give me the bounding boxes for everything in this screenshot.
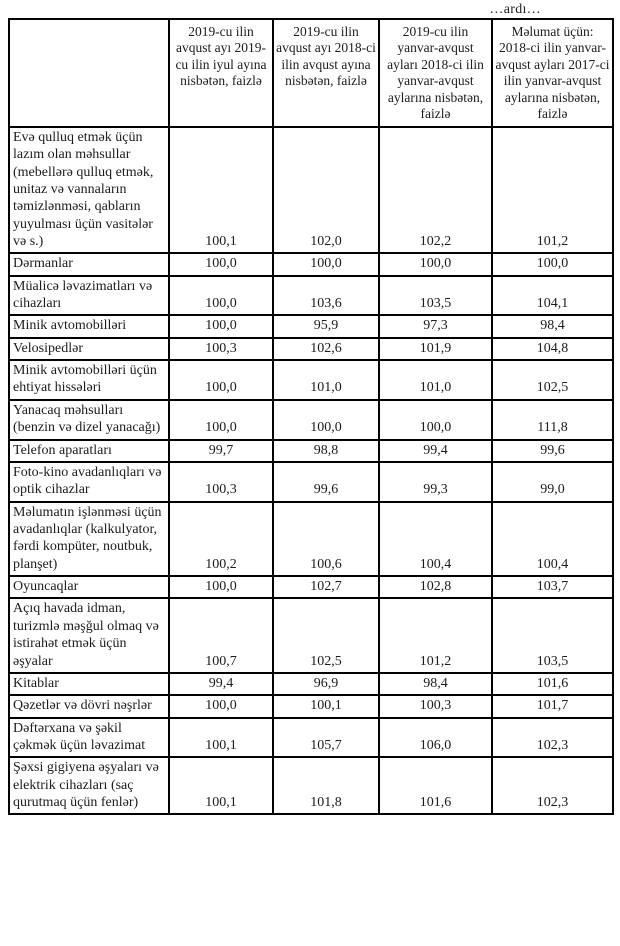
- value-cell: 100,0: [379, 253, 492, 275]
- row-label: Telefon aparatları: [9, 440, 169, 462]
- value-cell: 99,7: [169, 440, 273, 462]
- value-cell: 99,6: [492, 440, 613, 462]
- row-label: Müalicə ləvazimatları və cihazları: [9, 276, 169, 316]
- value-cell: 101,0: [273, 360, 379, 400]
- row-label: Oyuncaqlar: [9, 576, 169, 598]
- value-cell: 100,6: [273, 502, 379, 576]
- value-cell: 106,0: [379, 718, 492, 758]
- value-cell: 102,7: [273, 576, 379, 598]
- value-cell: 102,8: [379, 576, 492, 598]
- table-row: [9, 718, 613, 758]
- table-row: [9, 360, 613, 400]
- value-cell: 100,7: [169, 598, 273, 672]
- table-row: [9, 338, 613, 360]
- table-row: [9, 315, 613, 337]
- value-cell: 100,0: [273, 253, 379, 275]
- value-cell: 100,0: [169, 360, 273, 400]
- table-row: [9, 462, 613, 502]
- value-cell: 98,4: [379, 673, 492, 695]
- header-cell-reference-prev-year: Məlumat üçün: 2018-ci ilin yanvar-avqust ayları 2017-ci ilin yanvar-avqust aylarına nisbətən, faizlə: [492, 19, 613, 127]
- value-cell: 101,2: [492, 127, 613, 254]
- row-label: Açıq havada idman, turizmlə məşğul olmaq və istirahət etmək üçün əşyalar: [9, 598, 169, 672]
- value-cell: 100,3: [379, 695, 492, 717]
- table-row: [9, 276, 613, 316]
- value-cell: 100,4: [492, 502, 613, 576]
- table-row: [9, 598, 613, 672]
- table-row: [9, 673, 613, 695]
- value-cell: 96,9: [273, 673, 379, 695]
- header-cell-month-vs-prev-year-month: 2019-cu ilin avqust ayı 2018-ci ilin avqust ayına nisbətən, faizlə: [273, 19, 379, 127]
- value-cell: 100,0: [169, 253, 273, 275]
- value-cell: 102,0: [273, 127, 379, 254]
- value-cell: 104,8: [492, 338, 613, 360]
- row-label: Dəftərxana və şəkil çəkmək üçün ləvazimat: [9, 718, 169, 758]
- header-row: [9, 19, 613, 127]
- value-cell: 100,3: [169, 462, 273, 502]
- table-row: [9, 440, 613, 462]
- value-cell: 100,3: [169, 338, 273, 360]
- value-cell: 100,1: [169, 127, 273, 254]
- value-cell: 101,2: [379, 598, 492, 672]
- table-row: [9, 127, 613, 254]
- table-body: [9, 127, 613, 815]
- table-row: [9, 502, 613, 576]
- value-cell: 104,1: [492, 276, 613, 316]
- value-cell: 100,0: [169, 315, 273, 337]
- value-cell: 100,0: [169, 276, 273, 316]
- value-cell: 99,0: [492, 462, 613, 502]
- continuation-label: …ardı…: [489, 2, 541, 17]
- table-row: [9, 757, 613, 814]
- header-cell-month-vs-prev-month: 2019-cu ilin avqust ayı 2019-cu ilin iyul ayına nisbətən, faizlə: [169, 19, 273, 127]
- value-cell: 101,6: [492, 673, 613, 695]
- value-cell: 99,3: [379, 462, 492, 502]
- row-label: Məlumatın işlənməsi üçün avadanlıqlar (kalkulyator, fərdi kompüter, noutbuk, planşet): [9, 502, 169, 576]
- value-cell: 100,0: [492, 253, 613, 275]
- value-cell: 103,5: [492, 598, 613, 672]
- price-index-table: [8, 18, 614, 815]
- value-cell: 99,4: [169, 673, 273, 695]
- row-label: Kitablar: [9, 673, 169, 695]
- value-cell: 102,3: [492, 757, 613, 814]
- table-row: [9, 253, 613, 275]
- value-cell: 101,6: [379, 757, 492, 814]
- row-label: Evə qulluq etmək üçün lazım olan məhsullar (mebellərə qulluq etmək, unitaz və vannaların təmizlənməsi, qabların yuyulması üçün vasitələr və s.): [9, 127, 169, 254]
- header-empty-cell: [9, 19, 169, 127]
- row-label: Minik avtomobilləri: [9, 315, 169, 337]
- row-label: Qəzetlər və dövri nəşrlər: [9, 695, 169, 717]
- value-cell: 101,7: [492, 695, 613, 717]
- row-label: Velosipedlər: [9, 338, 169, 360]
- value-cell: 100,0: [169, 400, 273, 440]
- value-cell: 100,1: [169, 718, 273, 758]
- value-cell: 101,9: [379, 338, 492, 360]
- value-cell: 101,0: [379, 360, 492, 400]
- value-cell: 102,2: [379, 127, 492, 254]
- value-cell: 100,2: [169, 502, 273, 576]
- value-cell: 103,6: [273, 276, 379, 316]
- value-cell: 102,6: [273, 338, 379, 360]
- table-row: [9, 695, 613, 717]
- value-cell: 99,4: [379, 440, 492, 462]
- value-cell: 99,6: [273, 462, 379, 502]
- row-label: Minik avtomobilləri üçün ehtiyat hissələri: [9, 360, 169, 400]
- table-row: [9, 576, 613, 598]
- row-label: Dərmanlar: [9, 253, 169, 275]
- value-cell: 100,1: [273, 695, 379, 717]
- value-cell: 95,9: [273, 315, 379, 337]
- value-cell: 102,3: [492, 718, 613, 758]
- row-label: Foto-kino avadanlıqları və optik cihazlar: [9, 462, 169, 502]
- value-cell: 97,3: [379, 315, 492, 337]
- value-cell: 102,5: [273, 598, 379, 672]
- value-cell: 100,4: [379, 502, 492, 576]
- value-cell: 100,0: [169, 576, 273, 598]
- value-cell: 103,7: [492, 576, 613, 598]
- row-label: Şəxsi gigiyena əşyaları və elektrik cihazları (saç qurutmaq üçün fenlər): [9, 757, 169, 814]
- header-cell-ytd-vs-prev-ytd: 2019-cu ilin yanvar-avqust ayları 2018-ci ilin yanvar-avqust aylarına nisbətən, faizlə: [379, 19, 492, 127]
- value-cell: 103,5: [379, 276, 492, 316]
- value-cell: 98,8: [273, 440, 379, 462]
- value-cell: 100,0: [379, 400, 492, 440]
- value-cell: 100,1: [169, 757, 273, 814]
- value-cell: 101,8: [273, 757, 379, 814]
- row-label: Yanacaq məhsulları (benzin və dizel yanacağı): [9, 400, 169, 440]
- value-cell: 98,4: [492, 315, 613, 337]
- value-cell: 100,0: [273, 400, 379, 440]
- table-row: [9, 400, 613, 440]
- value-cell: 105,7: [273, 718, 379, 758]
- value-cell: 111,8: [492, 400, 613, 440]
- value-cell: 102,5: [492, 360, 613, 400]
- value-cell: 100,0: [169, 695, 273, 717]
